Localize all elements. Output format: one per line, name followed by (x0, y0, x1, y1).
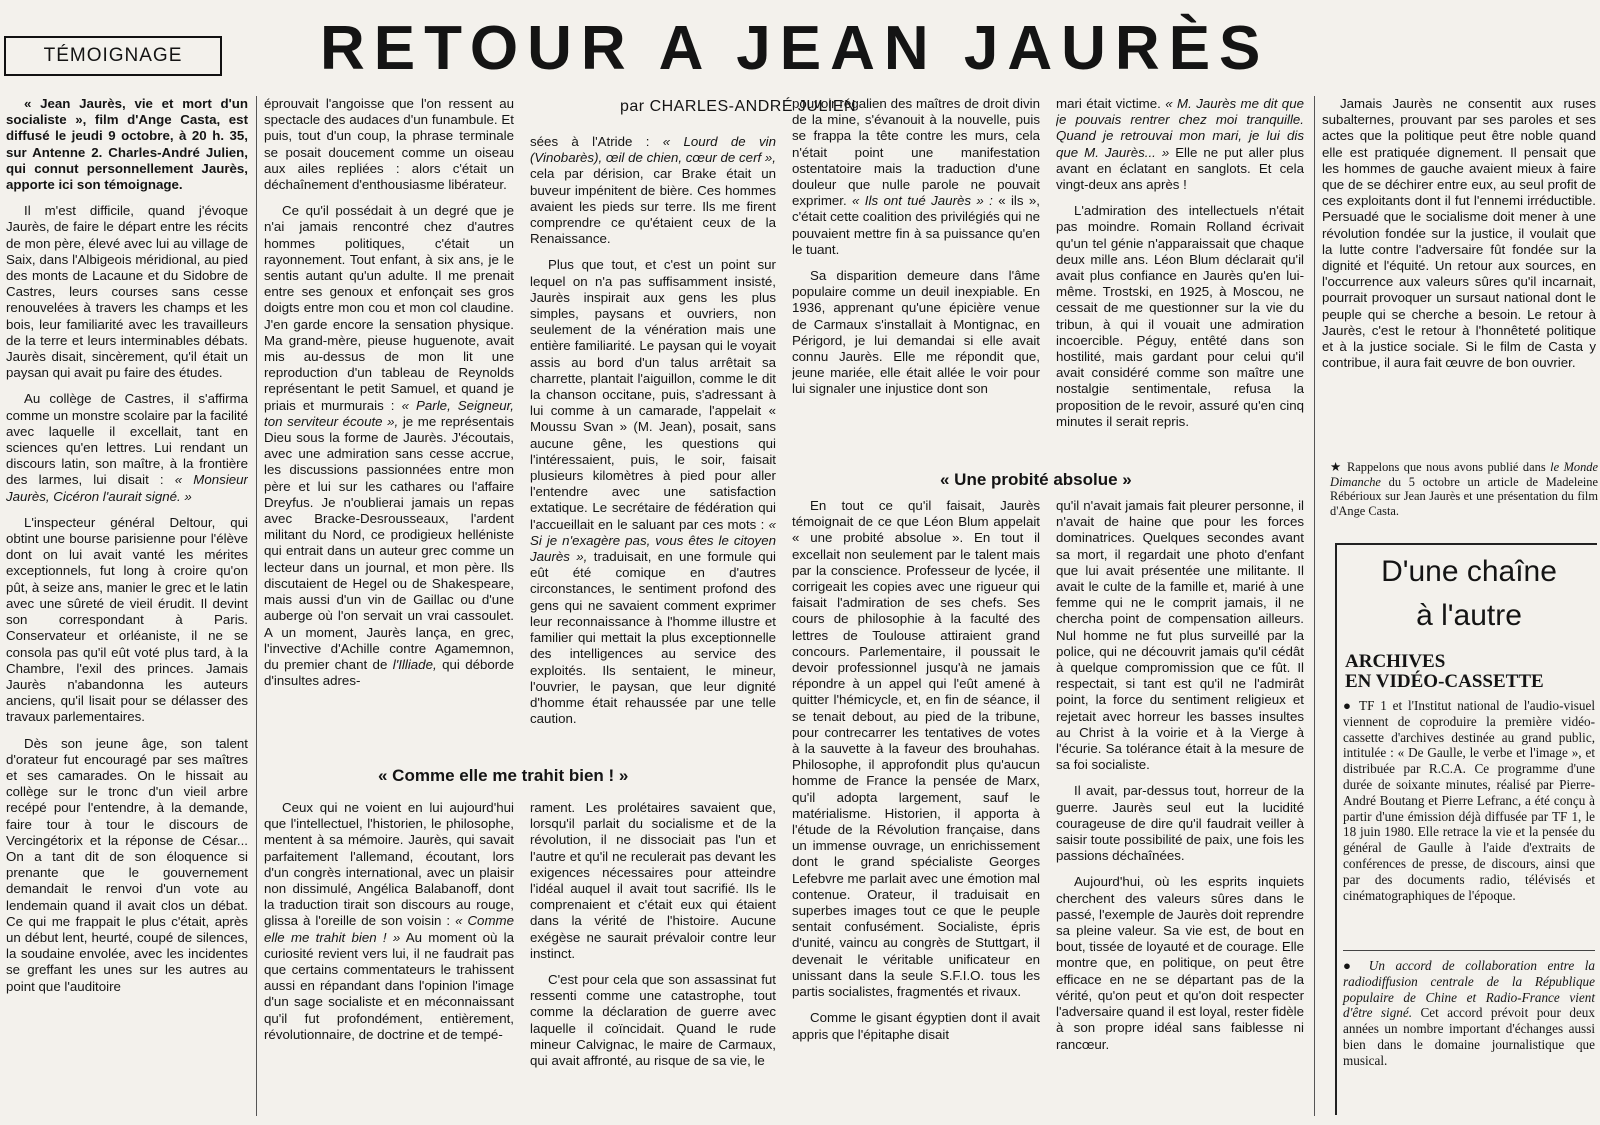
subhead-probite: « Une probité absolue » (940, 470, 1132, 489)
paragraph: Ceux qui ne voient en lui aujourd'hui que l'intellectuel, l'historien, le philosophe, mentent à sa mémoire. Jaurès, qui savait parfaitement l'allemand, écoutant, lors d'un congrès international, avec un plaisir non dissimulé, Angélica Balabanoff, dont la traduction tirait son discours au rouge, glissa à l'oreille de son voisin : « Comme elle me trahit bien ! » Au moment où la curiosité revient vers lui, il ne faudrait pas que certains commentateurs le trahissent aussi en répandant dans l'opinion l'image d'un sage socialiste et en méconnaissant qu'il fut profondément, entièrement, révolutionnaire, de doctrine et de tempé- (264, 800, 514, 1042)
column-5-top (1056, 96, 1304, 462)
column-rule (1314, 96, 1315, 1116)
paragraph: Jamais Jaurès ne consentit aux ruses subalternes, prouvant par ses paroles et ses actes que la politique peut être noble quand elle est pratiquée dignement. Il pensait que les hommes de gauche avaient mieux à faire que de se déchirer entre eux, au seul profit de ces exploitants dont il fut l'ennemi irréductible. Persuadé que le socialisme doit mener à une révolution fondée sur la justice, il voulait que la lutte contre l'adversaire fût fondée sur la dignité et l'équité. Un retour aux sources, en l'occurrence aux valeurs sûres qu'il incarnait, pourrait provoquer un sursaut national dont le peuple qui se cherche a besoin. Le retour à Jaurès, c'est le retour à l'honnêteté politique et à la justice sociale. Si le film de Casta y contribue, il aura fait œuvre de bon ouvrier. (1322, 96, 1596, 371)
column-1 (6, 96, 248, 1118)
paragraph: C'est pour cela que son assassinat fut ressenti comme une catastrophe, tout comme la déclaration de guerre avec laquelle il coïncidait. Quand le rude mineur Calvignac, le maire de Carmaux, qui avait affronté, au risque de sa vie, le (530, 972, 776, 1069)
column-2-top (264, 96, 514, 760)
column-3-top (530, 134, 776, 760)
column-4-top (792, 96, 1040, 462)
sidebar-title (1345, 550, 1593, 638)
paragraph: qu'il n'avait jamais fait pleurer personne, il n'avait de haine que pour les forces dominatrices. Quelques secondes avant sa mort, il regardait une photo d'enfant que lui avait présentée une militante. Il avait le culte de la famille et, marié à une femme qui ne le comprit jamais, il ne chercha point de compensation ailleurs. Nul homme ne fut plus surveillé par la police, qui ne découvrit jamais qu'il cédât à quelque compromission que ce fût. Il respectait, si tant est qu'il ne l'admirât point, la force du sentiment religieux et rejetait avec horreur les basses insultes au Christ à la voirie et à la Vierge à l'écurie. Sa tolérance était à la mesure de sa foi socialiste. (1056, 498, 1304, 773)
sidebar-heading-line: ARCHIVES (1345, 651, 1446, 672)
column-3-bottom (530, 800, 776, 1118)
headline: RETOUR A JEAN JAURÈS (320, 14, 1270, 83)
paragraph: sées à l'Atride : « Lourd de vin (Vinobarès), œil de chien, cœur de cerf », cela par dérision, car Brake était un buveur impénitent de bière. Ces hommes avaient les pieds sur terre. Ils me firent comprendre ce qu'étaient ceux de la Renaissance. (530, 134, 776, 247)
section-tag: TÉMOIGNAGE (4, 36, 222, 76)
paragraph: Au collège de Castres, il s'affirma comme un monstre scolaire par la facilité avec laquelle il excellait, tant en sciences qu'en lettres. Lui rendant un discours latin, son maître, à la frontière des larmes, lui disait : « Monsieur Jaurès, Cicéron l'aurait signé. » (6, 391, 248, 504)
subhead-trahit: « Comme elle me trahit bien ! » (378, 766, 629, 785)
paragraph: Sa disparition demeure dans l'âme populaire comme un deuil inexpiable. En 1936, apprenant qu'une épicière venue de Carmaux s'installait à Montignac, en Périgord, je lui demandai si elle avait connu Jaurès. Elle me répondit que, jeune mariée, elle était allée le voir pour lui signaler une injustice dont son (792, 268, 1040, 397)
paragraph: Ce qu'il possédait à un degré que je n'ai jamais rencontré chez d'autres hommes politiques, c'était un rayonnement. Tout enfant, à six ans, je le sentis autant qu'un adulte. Il me prenait entre ses genoux et enfonçait ses gros doigts entre mon cou et mon col claudine. J'en garde encore la sensation physique. Ma grand-mère, pieuse huguenote, avait mis au-dessus de mon lit une reproduction d'un tableau de Reynolds représentant le petit Samuel, et quand je priais et murmurais : « Parle, Seigneur, ton serviteur écoute », je me représentais Dieu sous la forme de Jaurès. J'écoutais, avec une admiration sans cesse accrue, les discussions passionnées entre mon père et lui sur les cathares ou l'affaire Dreyfus. Je n'oublierai jamais un repas avec Bracke-Desrousseaux, l'ardent militant du Nord, ce prodigieux helléniste qui entrait dans un auteur grec comme un lecteur dans un journal, et mon père. Ils discutaient de Hegel ou de Shakespeare, mais aussi d'un vin de Gaillac ou d'une auberge où l'on servait un vrai cassoulet. A un moment, Jaurès lança, en grec, l'invective d'Achille contre Agamemnon, du premier chant de l'Illiade, qui déborde d'insultes adres- (264, 203, 514, 689)
sidebar-title-line: à l'autre (1416, 599, 1522, 632)
paragraph: L'inspecteur général Deltour, qui obtint une bourse parisienne pour l'élève dont on lui avait vanté les mérites exceptionnels, fut long à croire qu'on pût, à seize ans, manier le grec et le latin avec une sûreté de vieil érudit. Il devint son correspondant à Paris. Conservateur et orléaniste, il ne se consola pas qu'il eût voté plus tard, à la Chambre, l'exil des princes. Jamais Jaurès n'abandonna les auteurs anciens, qu'il lisait pour se délasser des travaux parlementaires. (6, 514, 248, 725)
column-4-bottom (792, 498, 1040, 1118)
column-5-bottom (1056, 498, 1304, 1118)
paragraph: Aujourd'hui, où les esprits inquiets cherchent des valeurs sûres dans le passé, l'exemple de Jaurès doit reprendre sa pleine valeur. Sa vie est, de bout en bout, tissée de loyauté et de courage. Elle montre que, en politique, on peut être efficace en ne se départant pas de la vérité, qu'on peut et qu'on doit respecter l'adversaire quand il est loyal, rester fidèle à son propre idéal sans faiblesse ni rancœur. (1056, 874, 1304, 1052)
paragraph: pouvoir régalien des maîtres de droit divin de la mine, s'évanouit à la nouvelle, puis se frappa la tête contre les murs, cela n'était point une manifestation ostentatoire mais la traduction d'une douleur que nulle parole ne pouvait exprimer. « Ils ont tué Jaurès » : « ils », c'était cette coalition des privilégiés qui ne pouvaient mettre fin à sa puissance qu'en le tuant. (792, 96, 1040, 257)
paragraph: L'admiration des intellectuels n'était pas moindre. Romain Rolland écrivait qu'un tel génie n'apparaissait que chaque deux mille ans. Léon Blum déclarait qu'il avait plus confiance en Jaurès qu'en lui-même. Trostski, en 1925, à Moscou, ne cessait de me questionner sur la vie du tribun, à qui il vouait une admiration incoercible. Péguy, entêté dans son hostilité, mais gardant pour celui qu'il avait considéré comme son maître une nostalgie sentimentale, refusa la proposition de le revoir, assuré qu'en cinq minutes il serait repris. (1056, 203, 1304, 429)
paragraph: éprouvait l'angoisse que l'on ressent au spectacle des audaces d'un funambule. Et puis, tout d'un coup, la phrase terminale se posait doucement comme un oiseau aux ailes repliées : alors c'était un déchaînement d'enthousiasme libérateur. (264, 96, 514, 193)
sidebar-title-line: D'une chaîne (1381, 555, 1557, 588)
footnote: ★ Rappelons que nous avons publié dans le Monde Dimanche du 5 octobre un article de Madeleine Rébérioux sur Jean Jaurès et une présentation du film d'Ange Casta. (1330, 460, 1598, 518)
paragraph: mari était victime. « M. Jaurès me dit que je pouvais rentrer chez moi tranquille. Quand je retrouvai mon mari, je lui dis que M. Jaurès... » Elle ne put aller plus avant en éclatant en sanglots. Et cela vingt-deux ans après ! (1056, 96, 1304, 193)
byline: par CHARLES-ANDRÉ JULIEN (620, 98, 857, 115)
column-2-bottom (264, 800, 514, 1118)
paragraph: En tout ce qu'il faisait, Jaurès témoignait de ce que Léon Blum appelait « une probité absolue ». En tout il excellait non seulement par le talent mais par la conscience. Professeur de lycée, il corrigeait les copies avec une rigueur qui faisait l'admiration de ses chefs. Ses cours de philosophie à la faculté des lettres de Toulouse attiraient grand concours. Parlementaire, il poussait le devoir professionnel jusqu'à ne jamais répondre à un appel qui l'eût amené à quitter l'hémicycle, et, en fin de séance, il se tenait debout, au pied de la tribune, pour contrecarrer les tentatives de votes à la sauvette à la faveur des brouhahas. Philosophe, il approfondit plus qu'aucun homme de France la pensée de Marx, qu'il adopta largement, sauf le matérialisme. Historien, il apporta à l'étude de la Révolution française, dans un immense ouvrage, un enrichissement dont le grand spécialiste Georges Lefebvre me parlait avec une émotion mal contenue. Orateur, il traduisait en superbes images tout ce que le peuple sentait confusément. Socialiste, épris d'unité, vaincu au congrès de Stuttgart, il devenait le véritable unificateur en unissant dans la seule S.F.I.O. tous les partis socialistes, fragmentés et rivaux. (792, 498, 1040, 1000)
intro-paragraph: « Jean Jaurès, vie et mort d'un socialiste », film d'Ange Casta, est diffusé le jeudi 9 octobre, à 20 h. 35, sur Antenne 2. Charles-André Julien, qui connut personnellement Jaurès, apporte ici son témoignage. (6, 96, 248, 193)
paragraph: Comme le gisant égyptien dont il avait appris que l'épitaphe disait (792, 1010, 1040, 1042)
sidebar-heading (1345, 652, 1593, 692)
paragraph: Dès son jeune âge, son talent d'orateur fut encouragé par ses maîtres et ses camarades. On le hissait au collège sur le tronc d'un vieil arbre recépé pour l'entendre, à la demande, faire tour à tour le discours de Vercingétorix et la réponse de César... On a tant dit de son éloquence si prenante que le gouvernement demandait le renvoi d'un vote au lendemain quand il avait clos un débat. Ce qui me frappait le plus c'était, après un début lent, heurté, coupé de silences, la soudaine envolée, avec les incidentes se greffant les unes sur les autres au point que l'auditoire (6, 735, 248, 994)
paragraph: Il m'est difficile, quand j'évoque Jaurès, de faire le départ entre les récits de mon père, élevé avec lui au village de Saix, dans l'Albigeois méridional, au pied des monts de Lacaune et du Sidobre de Castres, leurs courses sans cesse renouvelées à travers les champs et les bois, leur familiarité avec les travailleurs de la terre et leurs interminables débats. Jaurès disait, sincèrement, qu'il était un paysan qui avait pu faire des études. (6, 203, 248, 381)
column-rule (256, 96, 257, 1116)
sidebar-heading-line: EN VIDÉO-CASSETTE (1345, 671, 1544, 692)
column-6 (1322, 96, 1596, 456)
paragraph: Plus que tout, et c'est un point sur lequel on n'a pas suffisamment insisté, Jaurès inspirait aux gens les plus simples, paysans et ouvriers, non seulement de la vénération mais une entière familiarité. Le paysan qui le voyait assis au bord d'un talus arrêtait sa charrette, plantait l'aiguillon, comme le dit la chanson occitane, puis, s'adressant à lui comme à un camarade, l'appelait « Moussu Svan » (M. Jean), posait, sans aucune gêne, les questions qui l'intéressaient, puis, le soir, faisait plusieurs kilomètres à pied pour aller l'entendre avec une satisfaction extatique. Le secrétaire de fédération qui l'accueillait en le saluant par ces mots : « Si je n'exagère pas, vous êtes le citoyen Jaurès », traduisait, en une formule qui eût été comique en d'autres circonstances, le sentiment profond des gens qui ne savaient comment exprimer leur reconnaissance à l'homme illustre et familier qui mettait la plus exceptionnelle des intelligences au service des exploités. Ils sentaient, le mineur, l'ouvrier, le paysan, que leur dignité d'homme était rehaussée par une telle caution. (530, 257, 776, 727)
sidebar-item: ● TF 1 et l'Institut national de l'audio-visuel viennent de coproduire la première vidéo-cassette d'archives destinée au grand public, intitulée : « De Gaulle, le verbe et l'image », et distribuée par R.C.A. Ce programme d'une durée de soixante minutes, réalisé par Pierre-André Boutang et Pierre Lefranc, a été conçu à partir d'une émission déjà diffusée par TF 1, le 18 juin 1980. Elle retrace la vie et la pensée du général de Gaulle à l'aide d'extraits de conférences de presse, de discours, ainsi que par des documents radio, télévisés et cinématographiques de l'époque. (1343, 698, 1595, 903)
sidebar-divider (1343, 950, 1595, 951)
paragraph: Il avait, par-dessus tout, horreur de la guerre. Jaurès seul eut la lucidité courageuse de dire qu'il faudrait veiller à saisir toute possibilité de paix, une fois les passions déchaînées. (1056, 783, 1304, 864)
sidebar-item: ● Un accord de collaboration entre la radiodiffusion centrale de la République populaire de Chine et Radio-France vient d'être signé. Cet accord prévoit pour deux années un nombre important d'échanges aussi bien dans le domaine journalistique que musical. (1343, 958, 1595, 1068)
paragraph: rament. Les prolétaires savaient que, lorsqu'il parlait du socialisme et de la révolution, il ne dissociait pas l'un et l'autre et qu'il ne reculerait pas devant les exigences nécessaires pour atteindre l'idéal auquel il avait tout sacrifié. Ils le comprenaient et c'était eux qui étaient dans la vérité de l'histoire. Aucune exégèse ne saurait prévaloir contre leur instinct. (530, 800, 776, 961)
